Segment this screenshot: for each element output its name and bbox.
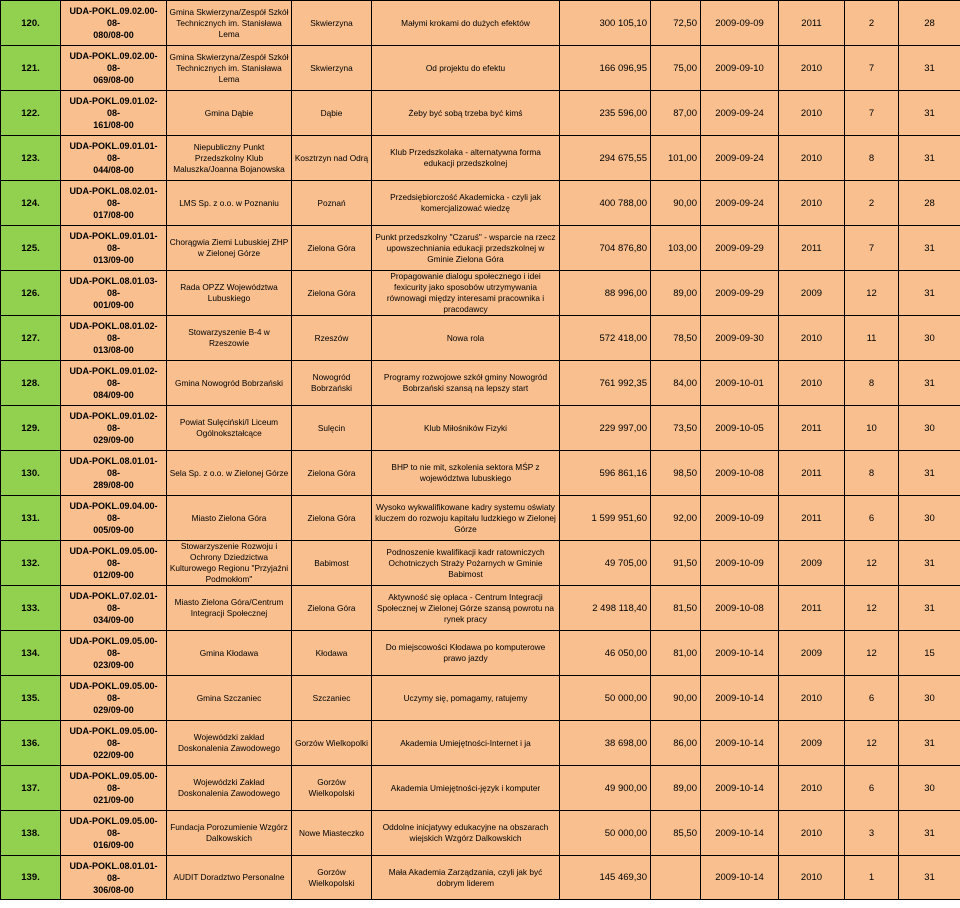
end-day: 30 — [899, 496, 960, 541]
project-code-line: 069/08-00 — [93, 75, 134, 85]
end-day: 31 — [899, 91, 960, 136]
project-code-line: 001/09-00 — [93, 300, 134, 310]
table-row — [1, 271, 960, 316]
end-month: 6 — [845, 676, 899, 721]
funding-percent: 75,00 — [651, 46, 701, 91]
project-code — [61, 46, 167, 91]
end-day: 31 — [899, 856, 960, 900]
end-day: 31 — [899, 541, 960, 586]
agreement-date: 2009-10-09 — [701, 496, 779, 541]
end-month: 11 — [845, 316, 899, 361]
agreement-date: 2009-10-14 — [701, 631, 779, 676]
project-code-line: 161/08-00 — [93, 120, 134, 130]
project-title: Punkt przedszkolny "Czaruś" - wsparcie na rzecz upowszechniania edukacji przedszkolnej w Gminie Zielona Góra — [372, 226, 560, 271]
project-title: Klub Przedszkolaka - alternatywna forma edukacji przedszkolnej — [372, 136, 560, 181]
place-name: Zielona Góra — [292, 586, 372, 631]
project-value: 50 000,00 — [560, 676, 651, 721]
end-year: 2010 — [779, 766, 845, 811]
place-name: Szczaniec — [292, 676, 372, 721]
beneficiary-name: Wojewódzki zakład Doskonalenia Zawodowego — [167, 721, 292, 766]
end-month: 6 — [845, 766, 899, 811]
agreement-date: 2009-10-01 — [701, 361, 779, 406]
row-number: 132. — [1, 541, 61, 586]
beneficiary-name: AUDIT Doradztwo Personalne — [167, 856, 292, 900]
end-year: 2009 — [779, 271, 845, 316]
end-day: 31 — [899, 136, 960, 181]
project-code — [61, 496, 167, 541]
row-number: 122. — [1, 91, 61, 136]
end-day: 31 — [899, 46, 960, 91]
table-row — [1, 856, 960, 900]
agreement-date: 2009-09-30 — [701, 316, 779, 361]
project-code — [61, 226, 167, 271]
project-title: Podnoszenie kwalifikacji kadr ratowniczych Ochotniczych Straży Pożarnych w Gminie Babimost — [372, 541, 560, 586]
agreement-date: 2009-10-08 — [701, 586, 779, 631]
project-code-line: UDA-POKL.08.01.02-08- — [69, 321, 158, 343]
end-year: 2009 — [779, 631, 845, 676]
end-day: 31 — [899, 811, 960, 856]
project-title: Uczymy się, pomagamy, ratujemy — [372, 676, 560, 721]
beneficiary-name: Stowarzyszenie B-4 w Rzeszowie — [167, 316, 292, 361]
table-row — [1, 406, 960, 451]
end-year: 2010 — [779, 361, 845, 406]
project-value: 761 992,35 — [560, 361, 651, 406]
end-month: 12 — [845, 721, 899, 766]
beneficiary-name: Wojewódzki Zakład Doskonalenia Zawodowego — [167, 766, 292, 811]
end-month: 1 — [845, 856, 899, 900]
end-day: 30 — [899, 676, 960, 721]
end-month: 7 — [845, 91, 899, 136]
project-value: 572 418,00 — [560, 316, 651, 361]
project-code — [61, 721, 167, 766]
project-code — [61, 361, 167, 406]
project-code-line: UDA-POKL.09.01.01-08- — [69, 141, 158, 163]
project-code-line: UDA-POKL.09.05.00-08- — [69, 681, 158, 703]
end-month: 6 — [845, 496, 899, 541]
project-code — [61, 811, 167, 856]
project-code — [61, 586, 167, 631]
end-month: 8 — [845, 361, 899, 406]
place-name: Sulęcin — [292, 406, 372, 451]
row-number: 123. — [1, 136, 61, 181]
end-year: 2010 — [779, 46, 845, 91]
beneficiary-name: Miasto Zielona Góra/Centrum Integracji Społecznej — [167, 586, 292, 631]
project-code-line: 021/09-00 — [93, 795, 134, 805]
funding-percent: 89,00 — [651, 271, 701, 316]
place-name: Nowogród Bobrzański — [292, 361, 372, 406]
beneficiary-name: Sela Sp. z o.o. w Zielonej Górze — [167, 451, 292, 496]
table-row — [1, 46, 960, 91]
project-value: 38 698,00 — [560, 721, 651, 766]
place-name: Zielona Góra — [292, 226, 372, 271]
project-value: 50 000,00 — [560, 811, 651, 856]
end-month: 12 — [845, 586, 899, 631]
project-code-line: 080/08-00 — [93, 30, 134, 40]
project-code — [61, 451, 167, 496]
table-row — [1, 226, 960, 271]
funding-percent: 73,50 — [651, 406, 701, 451]
project-code-line: UDA-POKL.09.01.02-08- — [69, 366, 158, 388]
beneficiary-name: Rada OPZZ Województwa Lubuskiego — [167, 271, 292, 316]
place-name: Rzeszów — [292, 316, 372, 361]
project-code-line: UDA-POKL.09.02.00-08- — [69, 51, 158, 73]
project-value: 46 050,00 — [560, 631, 651, 676]
table-row — [1, 181, 960, 226]
project-title: Programy rozwojowe szkół gminy Nowogród Bobrzański szansą na lepszy start — [372, 361, 560, 406]
agreement-date: 2009-09-29 — [701, 226, 779, 271]
end-year: 2011 — [779, 451, 845, 496]
end-month: 8 — [845, 451, 899, 496]
beneficiary-name: LMS Sp. z o.o. w Poznaniu — [167, 181, 292, 226]
end-day: 31 — [899, 226, 960, 271]
funding-percent — [651, 856, 701, 900]
row-number: 126. — [1, 271, 61, 316]
project-title: Do miejscowości Kłodawa po komputerowe prawo jazdy — [372, 631, 560, 676]
funding-percent: 90,00 — [651, 676, 701, 721]
end-month: 3 — [845, 811, 899, 856]
project-code-line: UDA-POKL.08.02.01-08- — [69, 186, 158, 208]
place-name: Gorzów Wielkopolki — [292, 721, 372, 766]
end-month: 2 — [845, 1, 899, 46]
table-row — [1, 631, 960, 676]
beneficiary-name: Stowarzyszenie Rozwoju i Ochrony Dziedzictwa Kulturowego Regionu "Przyjaźni Podmokłom" — [167, 541, 292, 586]
end-year: 2010 — [779, 91, 845, 136]
place-name: Gorzów Wielkopolski — [292, 856, 372, 900]
project-code — [61, 766, 167, 811]
beneficiary-name: Chorągwia Ziemi Lubuskiej ZHP w Zielonej Górze — [167, 226, 292, 271]
end-day: 30 — [899, 316, 960, 361]
project-value: 88 996,00 — [560, 271, 651, 316]
end-day: 28 — [899, 1, 960, 46]
funding-percent: 72,50 — [651, 1, 701, 46]
end-year: 2009 — [779, 541, 845, 586]
end-day: 31 — [899, 361, 960, 406]
project-value: 49 900,00 — [560, 766, 651, 811]
beneficiary-name: Gmina Dąbie — [167, 91, 292, 136]
table-row — [1, 361, 960, 406]
row-number: 120. — [1, 1, 61, 46]
funding-percent: 81,00 — [651, 631, 701, 676]
project-title: Akademia Umiejętności-język i komputer — [372, 766, 560, 811]
table-row — [1, 541, 960, 586]
end-year: 2010 — [779, 316, 845, 361]
project-code-line: UDA-POKL.09.01.02-08- — [69, 411, 158, 433]
agreement-date: 2009-09-24 — [701, 136, 779, 181]
end-day: 30 — [899, 406, 960, 451]
project-code-line: UDA-POKL.09.05.00-08- — [69, 636, 158, 658]
project-code-line: 029/09-00 — [93, 705, 134, 715]
end-month: 7 — [845, 226, 899, 271]
end-day: 31 — [899, 721, 960, 766]
agreement-date: 2009-09-24 — [701, 181, 779, 226]
end-year: 2010 — [779, 181, 845, 226]
row-number: 133. — [1, 586, 61, 631]
end-day: 31 — [899, 586, 960, 631]
agreement-date: 2009-10-05 — [701, 406, 779, 451]
project-code-line: 016/09-00 — [93, 840, 134, 850]
project-title: Mała Akademia Zarządzania, czyli jak być dobrym liderem — [372, 856, 560, 900]
project-title: Małymi krokami do dużych efektów — [372, 1, 560, 46]
project-value: 49 705,00 — [560, 541, 651, 586]
project-code-line: UDA-POKL.09.02.00-08- — [69, 6, 158, 28]
end-year: 2010 — [779, 136, 845, 181]
end-year: 2010 — [779, 856, 845, 900]
project-code — [61, 1, 167, 46]
row-number: 138. — [1, 811, 61, 856]
table-row — [1, 496, 960, 541]
row-number: 135. — [1, 676, 61, 721]
table-row — [1, 811, 960, 856]
funding-percent: 90,00 — [651, 181, 701, 226]
project-code — [61, 631, 167, 676]
project-code-line: UDA-POKL.09.05.00-08- — [69, 546, 158, 568]
end-year: 2010 — [779, 676, 845, 721]
beneficiary-name: Gmina Kłodawa — [167, 631, 292, 676]
funding-percent: 98,50 — [651, 451, 701, 496]
funding-percent: 81,50 — [651, 586, 701, 631]
funding-percent: 86,00 — [651, 721, 701, 766]
end-day: 30 — [899, 766, 960, 811]
project-value: 294 675,55 — [560, 136, 651, 181]
project-code-line: 017/08-00 — [93, 210, 134, 220]
project-code — [61, 91, 167, 136]
project-code — [61, 271, 167, 316]
funding-percent: 87,00 — [651, 91, 701, 136]
agreement-date: 2009-10-14 — [701, 856, 779, 900]
place-name: Zielona Góra — [292, 451, 372, 496]
project-value: 2 498 118,40 — [560, 586, 651, 631]
table-row — [1, 676, 960, 721]
project-title: Akademia Umiejętności-Internet i ja — [372, 721, 560, 766]
project-code-line: 029/09-00 — [93, 435, 134, 445]
beneficiary-name: Gmina Skwierzyna/Zespół Szkół Technicznych im. Stanisława Lema — [167, 46, 292, 91]
table-body — [1, 1, 960, 900]
end-year: 2011 — [779, 1, 845, 46]
project-code-line: 012/09-00 — [93, 570, 134, 580]
project-code-line: UDA-POKL.09.01.02-08- — [69, 96, 158, 118]
place-name: Nowe Miasteczko — [292, 811, 372, 856]
place-name: Kosztrzyn nad Odrą — [292, 136, 372, 181]
project-code — [61, 541, 167, 586]
project-code-line: 023/09-00 — [93, 660, 134, 670]
place-name: Poznań — [292, 181, 372, 226]
end-month: 12 — [845, 631, 899, 676]
funding-percent: 85,50 — [651, 811, 701, 856]
agreement-date: 2009-09-24 — [701, 91, 779, 136]
row-number: 139. — [1, 856, 61, 900]
project-code — [61, 406, 167, 451]
funding-percent: 78,50 — [651, 316, 701, 361]
project-value: 704 876,80 — [560, 226, 651, 271]
table-row — [1, 316, 960, 361]
place-name: Dąbie — [292, 91, 372, 136]
project-code — [61, 181, 167, 226]
place-name: Gorzów Wielkopolski — [292, 766, 372, 811]
table-row — [1, 586, 960, 631]
end-month: 8 — [845, 136, 899, 181]
agreement-date: 2009-09-09 — [701, 1, 779, 46]
end-day: 31 — [899, 271, 960, 316]
row-number: 125. — [1, 226, 61, 271]
beneficiary-name: Niepubliczny Punkt Przedszkolny Klub Maluszka/Joanna Bojanowska — [167, 136, 292, 181]
end-month: 10 — [845, 406, 899, 451]
table-row — [1, 721, 960, 766]
project-title: Aktywność się opłaca - Centrum Integracji Społecznej w Zielonej Górze szansą powrotu na rynek pracy — [372, 586, 560, 631]
row-number: 128. — [1, 361, 61, 406]
project-code-line: 289/08-00 — [93, 480, 134, 490]
place-name: Kłodawa — [292, 631, 372, 676]
project-code-line: UDA-POKL.09.05.00-08- — [69, 816, 158, 838]
project-value: 166 096,95 — [560, 46, 651, 91]
project-code-line: UDA-POKL.09.05.00-08- — [69, 771, 158, 793]
project-title: Wysoko wykwalifikowane kadry systemu oświaty kluczem do rozwoju kapitału ludzkiego w Zielonej Górze — [372, 496, 560, 541]
funding-percent: 89,00 — [651, 766, 701, 811]
agreement-date: 2009-09-10 — [701, 46, 779, 91]
table-row — [1, 136, 960, 181]
end-year: 2011 — [779, 226, 845, 271]
project-code-line: 306/08-00 — [93, 884, 134, 895]
project-code-line: 084/09-00 — [93, 390, 134, 400]
project-code-line: UDA-POKL.09.05.00-08- — [69, 726, 158, 748]
table-row — [1, 1, 960, 46]
funding-percent: 91,50 — [651, 541, 701, 586]
agreement-date: 2009-10-14 — [701, 721, 779, 766]
project-code — [61, 316, 167, 361]
row-number: 136. — [1, 721, 61, 766]
project-title: Propagowanie dialogu społecznego i idei fexicurity jako sposobów utrzymywania równowagi między interesami pracownika i pracodawcy — [372, 271, 560, 316]
project-code — [61, 136, 167, 181]
end-year: 2011 — [779, 406, 845, 451]
row-number: 121. — [1, 46, 61, 91]
end-month: 2 — [845, 181, 899, 226]
place-name: Babimost — [292, 541, 372, 586]
project-code-line: UDA-POKL.09.04.00-08- — [69, 501, 158, 523]
row-number: 127. — [1, 316, 61, 361]
end-day: 15 — [899, 631, 960, 676]
end-year: 2011 — [779, 496, 845, 541]
place-name: Zielona Góra — [292, 496, 372, 541]
end-day: 31 — [899, 451, 960, 496]
funding-percent: 103,00 — [651, 226, 701, 271]
project-value: 400 788,00 — [560, 181, 651, 226]
row-number: 124. — [1, 181, 61, 226]
agreement-date: 2009-10-14 — [701, 676, 779, 721]
project-title: Od projektu do efektu — [372, 46, 560, 91]
project-code-line: 022/09-00 — [93, 750, 134, 760]
project-value: 300 105,10 — [560, 1, 651, 46]
project-code-line: UDA-POKL.09.01.01-08- — [69, 231, 158, 253]
project-value: 229 997,00 — [560, 406, 651, 451]
project-code — [61, 676, 167, 721]
funding-percent: 84,00 — [651, 361, 701, 406]
project-code-line: UDA-POKL.08.01.01-08- — [69, 456, 158, 478]
project-title: Klub Miłośników Fizyki — [372, 406, 560, 451]
row-number: 131. — [1, 496, 61, 541]
end-year: 2011 — [779, 586, 845, 631]
agreement-date: 2009-10-09 — [701, 541, 779, 586]
agreement-date: 2009-10-14 — [701, 811, 779, 856]
row-number: 137. — [1, 766, 61, 811]
row-number: 130. — [1, 451, 61, 496]
agreement-date: 2009-10-08 — [701, 451, 779, 496]
place-name: Skwierzyna — [292, 46, 372, 91]
funding-percent: 92,00 — [651, 496, 701, 541]
beneficiary-name: Gmina Skwierzyna/Zespół Szkół Technicznych im. Stanisława Lema — [167, 1, 292, 46]
project-code-line: UDA-POKL.08.01.03-08- — [69, 276, 158, 298]
project-value: 596 861,16 — [560, 451, 651, 496]
end-month: 7 — [845, 46, 899, 91]
place-name: Zielona Góra — [292, 271, 372, 316]
place-name: Skwierzyna — [292, 1, 372, 46]
table-row — [1, 91, 960, 136]
project-code-line: 013/09-00 — [93, 255, 134, 265]
project-title: Oddolne inicjatywy edukacyjne na obszarach wiejskich Wzgórz Dalkowskich — [372, 811, 560, 856]
project-code — [61, 856, 167, 900]
project-code-line: 013/08-00 — [93, 345, 134, 355]
project-code-line: 044/08-00 — [93, 165, 134, 175]
row-number: 134. — [1, 631, 61, 676]
end-month: 12 — [845, 271, 899, 316]
end-day: 28 — [899, 181, 960, 226]
table-row — [1, 451, 960, 496]
beneficiary-name: Powiat Sulęciński/I Liceum Ogólnokształcące — [167, 406, 292, 451]
end-month: 12 — [845, 541, 899, 586]
beneficiary-name: Gmina Nowogród Bobrzański — [167, 361, 292, 406]
project-code-line: 005/09-00 — [93, 525, 134, 535]
end-year: 2010 — [779, 811, 845, 856]
row-number: 129. — [1, 406, 61, 451]
beneficiary-name: Miasto Zielona Góra — [167, 496, 292, 541]
project-value: 145 469,30 — [560, 856, 651, 900]
end-year: 2009 — [779, 721, 845, 766]
project-code-line: 034/09-00 — [93, 615, 134, 625]
project-title: BHP to nie mit, szkolenia sektora MŚP z województwa lubuskiego — [372, 451, 560, 496]
project-code-line: UDA-POKL.08.01.01-08- — [69, 860, 158, 883]
table-row — [1, 766, 960, 811]
agreement-date: 2009-09-29 — [701, 271, 779, 316]
funding-percent: 101,00 — [651, 136, 701, 181]
project-code-line: UDA-POKL.07.02.01-08- — [69, 591, 158, 613]
agreement-date: 2009-10-14 — [701, 766, 779, 811]
project-title: Żeby być sobą trzeba być kimś — [372, 91, 560, 136]
beneficiary-name: Fundacja Porozumienie Wzgórz Dalkowskich — [167, 811, 292, 856]
project-title: Nowa rola — [372, 316, 560, 361]
project-value: 1 599 951,60 — [560, 496, 651, 541]
project-value: 235 596,00 — [560, 91, 651, 136]
project-title: Przedsiębiorczość Akademicka - czyli jak komercjalizować wiedzę — [372, 181, 560, 226]
beneficiary-name: Gmina Szczaniec — [167, 676, 292, 721]
